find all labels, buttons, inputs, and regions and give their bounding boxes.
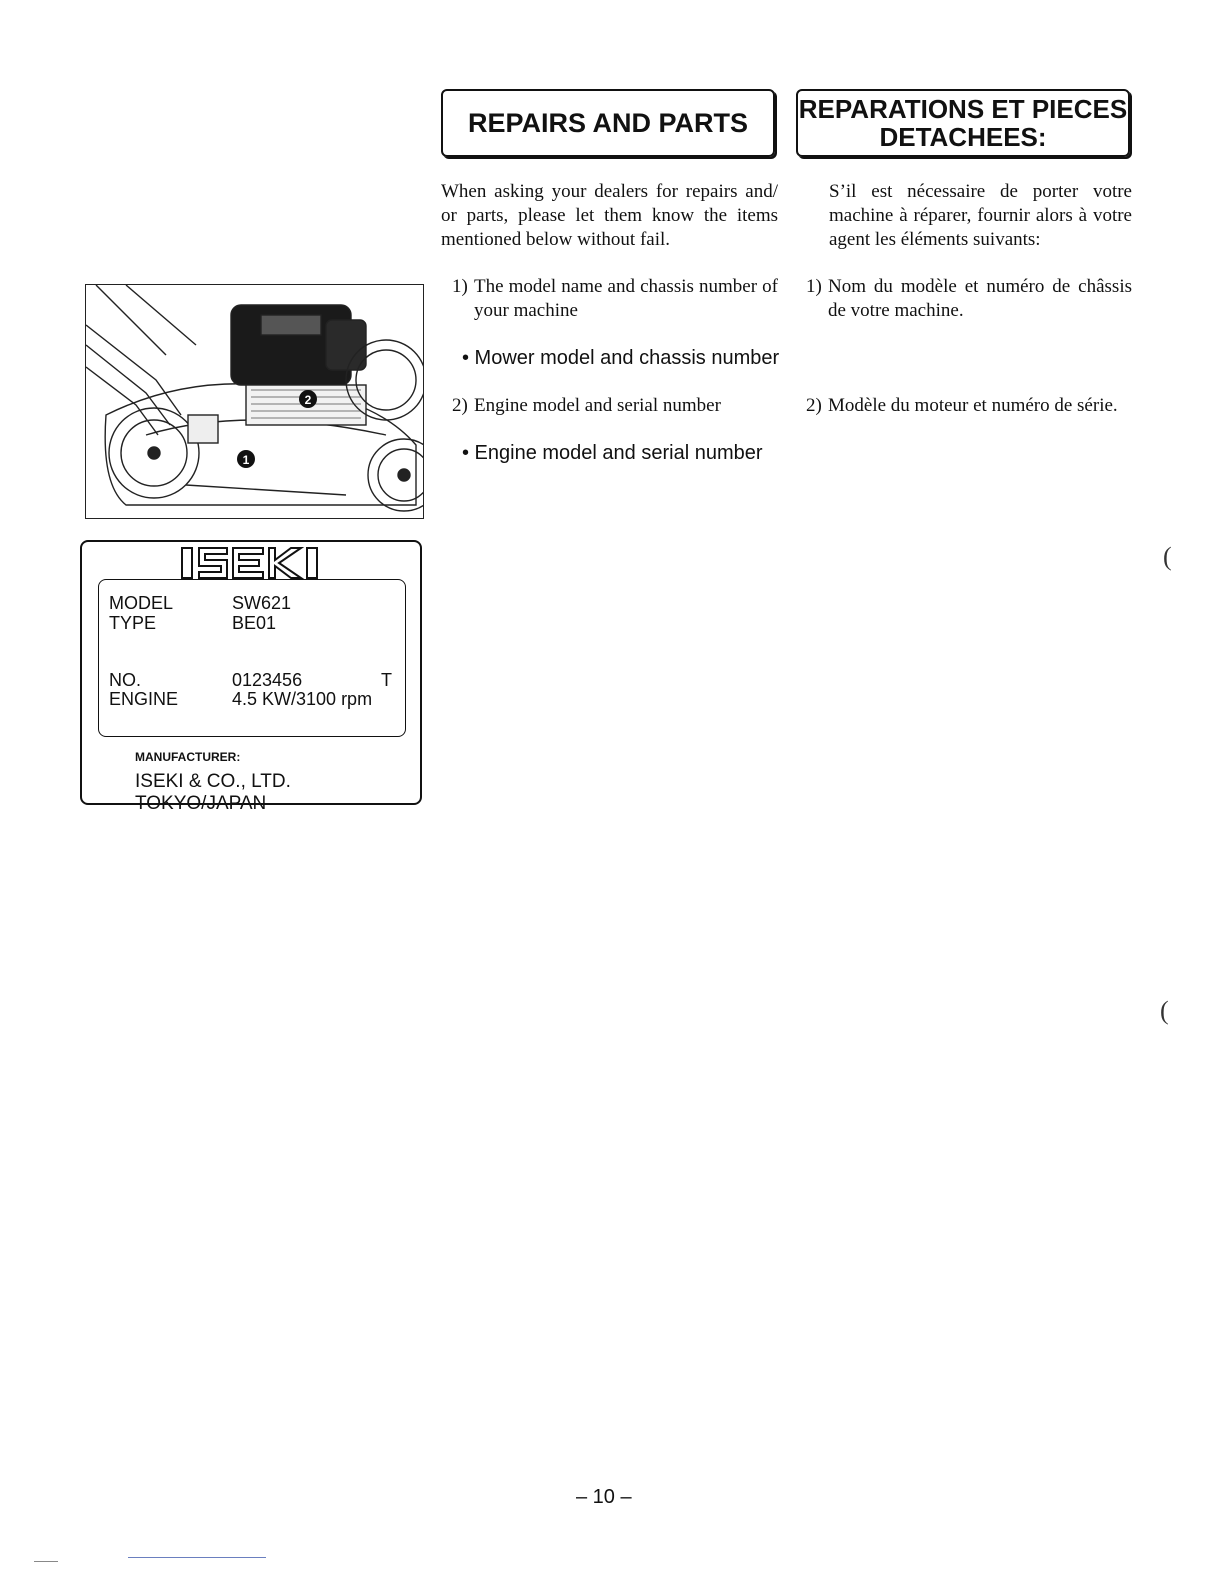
type-value: BE01 xyxy=(232,613,277,633)
engine-label: ENGINE xyxy=(109,689,179,709)
list-item xyxy=(452,394,778,418)
heading-english-text: REPAIRS AND PARTS xyxy=(467,107,749,138)
number-label: NO. xyxy=(109,670,142,690)
number-value: 0123456 xyxy=(232,670,303,690)
heading-french-line2: DETACHEES: xyxy=(879,122,1047,152)
model-label: MODEL xyxy=(109,593,174,613)
item-number: 2) xyxy=(806,395,822,416)
callout-2 xyxy=(299,390,317,408)
type-label: TYPE xyxy=(109,613,157,633)
item-number: 1) xyxy=(452,276,468,297)
item-text: Engine model and serial number xyxy=(474,395,721,416)
page-number: – 10 – xyxy=(576,1486,632,1508)
name-plate xyxy=(80,540,422,814)
heading-french-line1: REPARATIONS ET PIECES xyxy=(798,94,1128,124)
mower-illustration xyxy=(85,284,424,519)
iseki-logo xyxy=(179,545,329,581)
heading-reparations xyxy=(796,89,1130,157)
intro-english: When asking your dealers for repairs and/ or parts, please let them know the items mentioned below without fail. xyxy=(441,181,778,250)
mower-drawing xyxy=(86,285,424,519)
item-text: Nom du modèle et numéro de châssis de votre machine. xyxy=(828,276,1132,321)
plate-data-panel xyxy=(98,579,406,737)
svg-text:2: 2 xyxy=(304,393,312,407)
manufacturer-name: ISEKI & CO., LTD. TOKYO/JAPAN xyxy=(135,771,291,814)
item-text: The model name and chassis number of your machine xyxy=(474,276,778,321)
callout-1 xyxy=(237,450,255,468)
number-suffix: T xyxy=(381,670,392,690)
intro-french: S’il est nécessaire de porter votre machine à réparer, fournir alors à votre agent les éléments suivants: xyxy=(829,181,1132,250)
item-text: Modèle du moteur et numéro de série. xyxy=(828,395,1118,416)
item-number: 1) xyxy=(806,276,822,297)
footer-rule xyxy=(128,1557,266,1558)
item-number: 2) xyxy=(452,395,468,416)
engine-value: 4.5 KW/3100 rpm xyxy=(232,689,373,709)
list-item xyxy=(806,275,1132,323)
margin-mark: ( xyxy=(1163,542,1172,571)
footer-rule xyxy=(34,1561,58,1562)
list-item xyxy=(806,394,1132,418)
bullet-engine-model: • Engine model and serial number xyxy=(462,442,763,464)
bullet-mower-model: • Mower model and chassis number xyxy=(462,347,780,369)
list-item xyxy=(452,275,778,323)
manufacturer-label: MANUFACTURER: xyxy=(135,750,241,764)
model-value: SW621 xyxy=(232,593,292,613)
margin-mark: ( xyxy=(1160,996,1169,1025)
svg-text:1: 1 xyxy=(242,453,250,467)
heading-repairs-and-parts xyxy=(441,89,775,157)
